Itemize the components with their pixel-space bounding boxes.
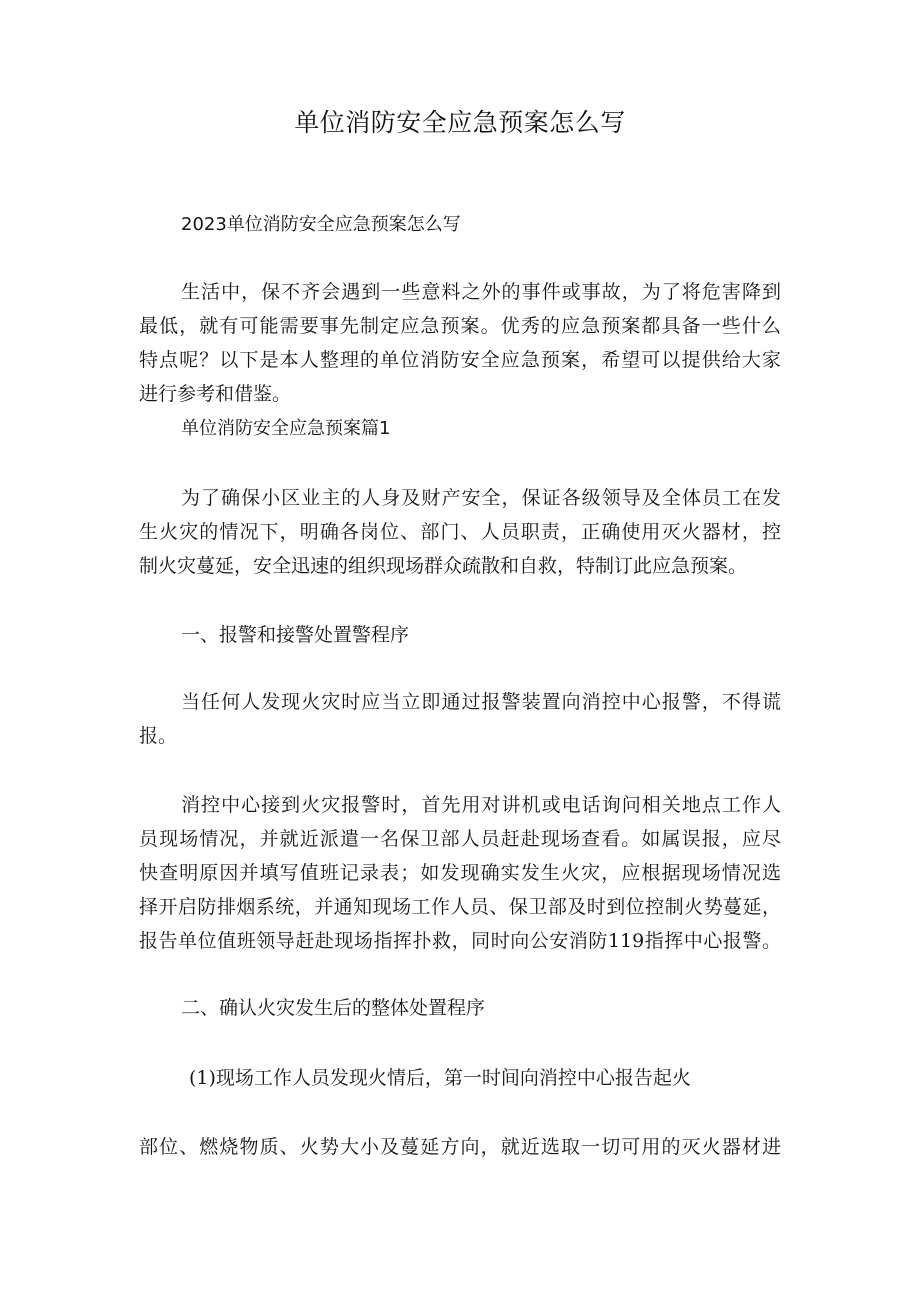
intro-line: 最低，就有可能需要事先制定应急预案。优秀的应急预案都具备一些什么 bbox=[139, 315, 781, 337]
part2-heading: 二、确认火灾发生后的整体处置程序 bbox=[181, 997, 486, 1019]
part1-p2-line: 消控中心接到火灾报警时，首先用对讲机或电话询问相关地点工作人 bbox=[181, 794, 781, 816]
part2-item-continuation: 部位、燃烧物质、火势大小及蔓延方向，就近选取一切可用的灭火器材进 bbox=[139, 1136, 781, 1158]
document-title: 单位消防安全应急预案怎么写 bbox=[294, 108, 626, 137]
part1-p1-line: 当任何人发现火灾时应当立即通过报警装置向消控中心报警，不得谎 bbox=[181, 691, 781, 713]
intro-line: 进行参考和借鉴。 bbox=[139, 383, 292, 405]
purpose-line: 制火灾蔓延，安全迅速的组织现场群众疏散和自救，特制订此应急预案。 bbox=[139, 555, 748, 577]
part1-heading: 一、报警和接警处置警程序 bbox=[181, 624, 410, 646]
part1-p1-line: 报。 bbox=[139, 725, 178, 747]
part1-p2-line: 快查明原因并填写值班记录表；如发现确实发生火灾，应根据现场情况选 bbox=[139, 862, 781, 884]
part1-p2-line: 择开启防排烟系统，并通知现场工作人员、保卫部及时到位控制火势蔓延， bbox=[139, 896, 781, 918]
purpose-line: 为了确保小区业主的人身及财产安全，保证各级领导及全体员工在发 bbox=[181, 487, 781, 509]
part1-p2-line: 报告单位值班领导赶赴现场指挥扑救，同时向公安消防119指挥中心报警。 bbox=[139, 930, 781, 952]
document-subtitle: 2023单位消防安全应急预案怎么写 bbox=[181, 214, 461, 235]
purpose-line: 生火灾的情况下，明确各岗位、部门、人员职责，正确使用灭火器材，控 bbox=[139, 521, 781, 543]
intro-line: 生活中，保不齐会遇到一些意料之外的事件或事故，为了将危害降到 bbox=[181, 281, 781, 303]
intro-line: 特点呢？以下是本人整理的单位消防安全应急预案，希望可以提供给大家 bbox=[139, 349, 781, 371]
part1-p2-line: 员现场情况，并就近派遣一名保卫部人员赶赴现场查看。如属误报，应尽 bbox=[139, 828, 781, 850]
part2-item: (1)现场工作人员发现火情后，第一时间向消控中心报告起火 bbox=[189, 1067, 691, 1089]
section-heading: 单位消防安全应急预案篇1 bbox=[181, 418, 391, 439]
